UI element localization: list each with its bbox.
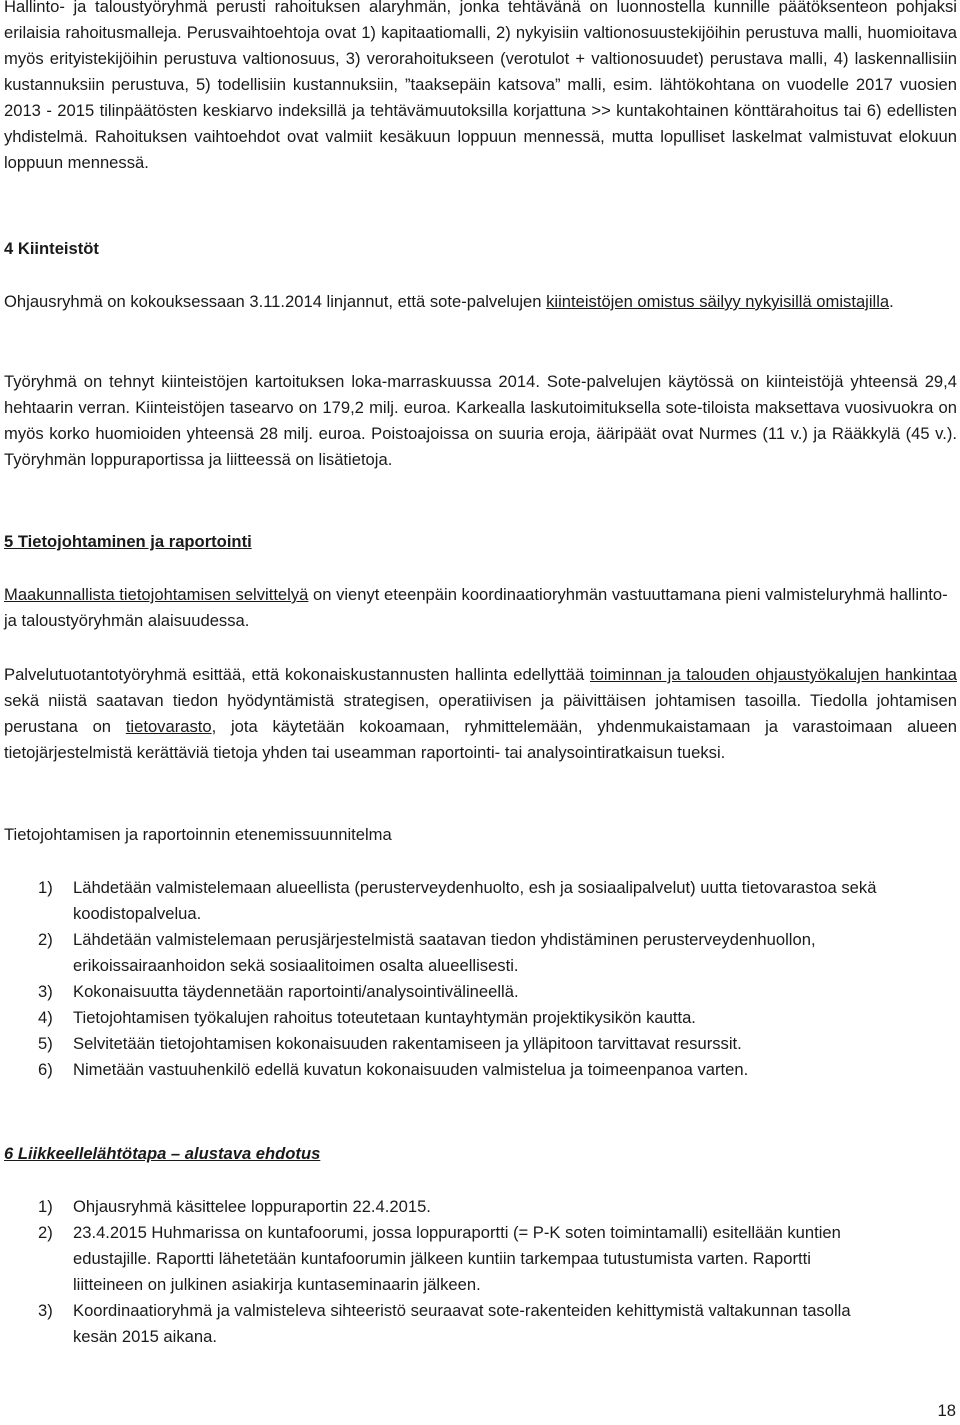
list-item: [4, 1194, 884, 1220]
paragraph-text: on vienyt eteenpäin koordinaatioryhmän vastuuttamana pieni valmisteluryhmä hallinto- ja taloustyöryhmän alaisuudessa.: [4, 585, 948, 630]
list-number: 2): [38, 1223, 53, 1242]
list-item-text: Lähdetään valmistelemaan alueellista (perusterveydenhuolto, esh ja sosiaalipalvelut) uutta tietovarastoa sekä koodistopalvelua.: [73, 878, 877, 923]
list-item: [4, 1031, 884, 1057]
list-item: [4, 979, 884, 1005]
section-heading-4: 4 Kiinteistöt: [4, 239, 99, 258]
paragraph-text: sekä niistä saatavan tiedon hyödyntämistä strategisen, operatiivisen ja päivittäisen johtamisen tasoilla. Tiedolla johtamisen perustana on: [4, 691, 957, 736]
underlined-text: Maakunnallista tietojohtamisen selvittelyä: [4, 585, 309, 604]
paragraph-property-ownership: [4, 289, 957, 315]
underlined-text: toiminnan ja talouden ohjaustyökalujen hankintaa: [589, 665, 957, 684]
paragraph-text: Palvelutuotantotyöryhmä esittää, että kokonaiskustannusten hallinta edellyttää: [4, 665, 590, 684]
list-number: 4): [38, 1008, 53, 1027]
paragraph-knowledge-management: [4, 582, 957, 634]
section-heading-5: [4, 529, 252, 555]
list-number: 6): [38, 1060, 53, 1079]
list-item: [4, 1057, 884, 1083]
list-number: 2): [38, 930, 53, 949]
list-item: [4, 1005, 884, 1031]
list-item: [4, 927, 884, 979]
paragraph-text: Hallinto- ja taloustyöryhmä perusti rahoituksen alaryhmän, jonka tehtävänä on luonnostella kunnille päätöksenteon pohjaksi erilaisia rahoitusmalleja. Perusvaihtoehtoja ovat 1) kapitaatiomalli, 2) nykyisiin valtionosuustekijöihin perustuva malli, huomioitava myös erityistekijöihin perustuva valtionosuus, 3) verorahoitukseen (verotulot + valtionosuudet) perustava malli, 4) laskennallisiin kustannuksiin perustuva, 5) todellisiin kustannuksiin, ”taaksepäin katsova” malli, esim. lähtökohtana on vuodelle 2017 vuosien 2013 - 2015 tilinpäätösten keskiarvo indeksillä ja tehtävämuutoksilla korjattuna >> kuntakohtainen könttärahoitus tai 6) edellisten yhdistelmä.: [4, 0, 957, 146]
paragraph-funding-models: [4, 0, 957, 176]
section-heading-6: [4, 1141, 320, 1167]
underlined-text: kiinteistöjen omistus säilyy nykyisillä omistajilla: [546, 292, 890, 311]
heading-text: 5 Tietojohtaminen ja raportointi: [4, 532, 252, 551]
launch-list: [4, 1194, 884, 1350]
paragraph-text: .: [889, 292, 894, 311]
list-item: [4, 1220, 884, 1298]
paragraph-property-survey: Työryhmä on tehnyt kiinteistöjen kartoituksen loka-marraskuussa 2014. Sote-palvelujen käytössä on kiinteistöjä yhteensä 29,4 hehtaarin verran. Kiinteistöjen tasearvo on 179,2 milj. euroa. Karkealla laskutoimituksella sote-tiloista maksettava vuosivuokra on myös korko huomioiden yhteensä 28 milj. euroa. Poistoajoissa on suuria eroja, ääripäät ovat Nurmes (11 v.) ja Rääkkylä (45 v.). Työryhmän loppuraportissa ja liitteessä on lisätietoja.: [4, 372, 957, 469]
list-number: 1): [38, 1197, 53, 1216]
list-number: 1): [38, 878, 53, 897]
list-number: 3): [38, 982, 53, 1001]
paragraph-text: Rahoituksen vaihtoehdot ovat valmiit kesäkuun loppuun mennessä, mutta lopulliset laskelmat valmistuvat elokuun loppuun mennessä.: [4, 127, 957, 172]
heading-text: 6 Liikkeellelähtötapa – alustava ehdotus: [4, 1144, 321, 1163]
list-item-text: Selvitetään tietojohtamisen kokonaisuuden rakentamiseen ja ylläpitoon tarvittavat resurssit.: [73, 1034, 742, 1053]
page-number: 18: [937, 1401, 956, 1420]
list-item-text: Lähdetään valmistelemaan perusjärjestelmistä saatavan tiedon yhdistäminen perusterveydenhuollon, erikoissairaanhoidon sekä sosiaalitoimen osalta alueellisesti.: [73, 930, 816, 975]
paragraph-text: Ohjausryhmä on kokouksessaan 3.11.2014 linjannut, että sote-palvelujen: [4, 292, 547, 311]
list-item-text: Koordinaatioryhmä ja valmisteleva sihteeristö seuraavat sote-rakenteiden kehittymistä valtakunnan tasolla kesän 2015 aikana.: [73, 1301, 851, 1346]
paragraph-text: , jota käytetään kokoamaan, ryhmittelemään, yhdenmukaistamaan ja varastoimaan alueen tietojärjestelmistä kerättäviä tietoja yhden tai useamman raportointi- tai analysointiratkaisun tueksi.: [4, 717, 958, 762]
list-item: [4, 1298, 884, 1350]
list-item-text: Nimetään vastuuhenkilö edellä kuvatun kokonaisuuden valmistelua ja toimeenpanoa varten.: [73, 1060, 749, 1079]
plan-title: Tietojohtamisen ja raportoinnin etenemissuunnitelma: [4, 825, 392, 844]
list-item-text: Ohjausryhmä käsittelee loppuraportin 22.4.2015.: [73, 1197, 431, 1216]
list-item-text: Tietojohtamisen työkalujen rahoitus toteutetaan kuntayhtymän projektikysikön kautta.: [73, 1008, 696, 1027]
list-number: 3): [38, 1301, 53, 1320]
paragraph-service-production: [4, 662, 957, 766]
list-item: [4, 875, 884, 927]
list-item-text: 23.4.2015 Huhmarissa on kuntafoorumi, jossa loppuraportti (= P-K soten toimintamalli) esitellään kuntien edustajille. Raportti lähetetään kuntafoorumin jälkeen kuntiin tarkempaa tutustumista varten. Raportti liitteineen on julkinen asiakirja kuntaseminaarin jälkeen.: [73, 1223, 841, 1294]
list-item-text: Kokonaisuutta täydennetään raportointi/analysointivälineellä.: [73, 982, 519, 1001]
list-number: 5): [38, 1034, 53, 1053]
underlined-text: tietovarasto: [125, 717, 212, 736]
plan-list: [4, 875, 884, 1083]
